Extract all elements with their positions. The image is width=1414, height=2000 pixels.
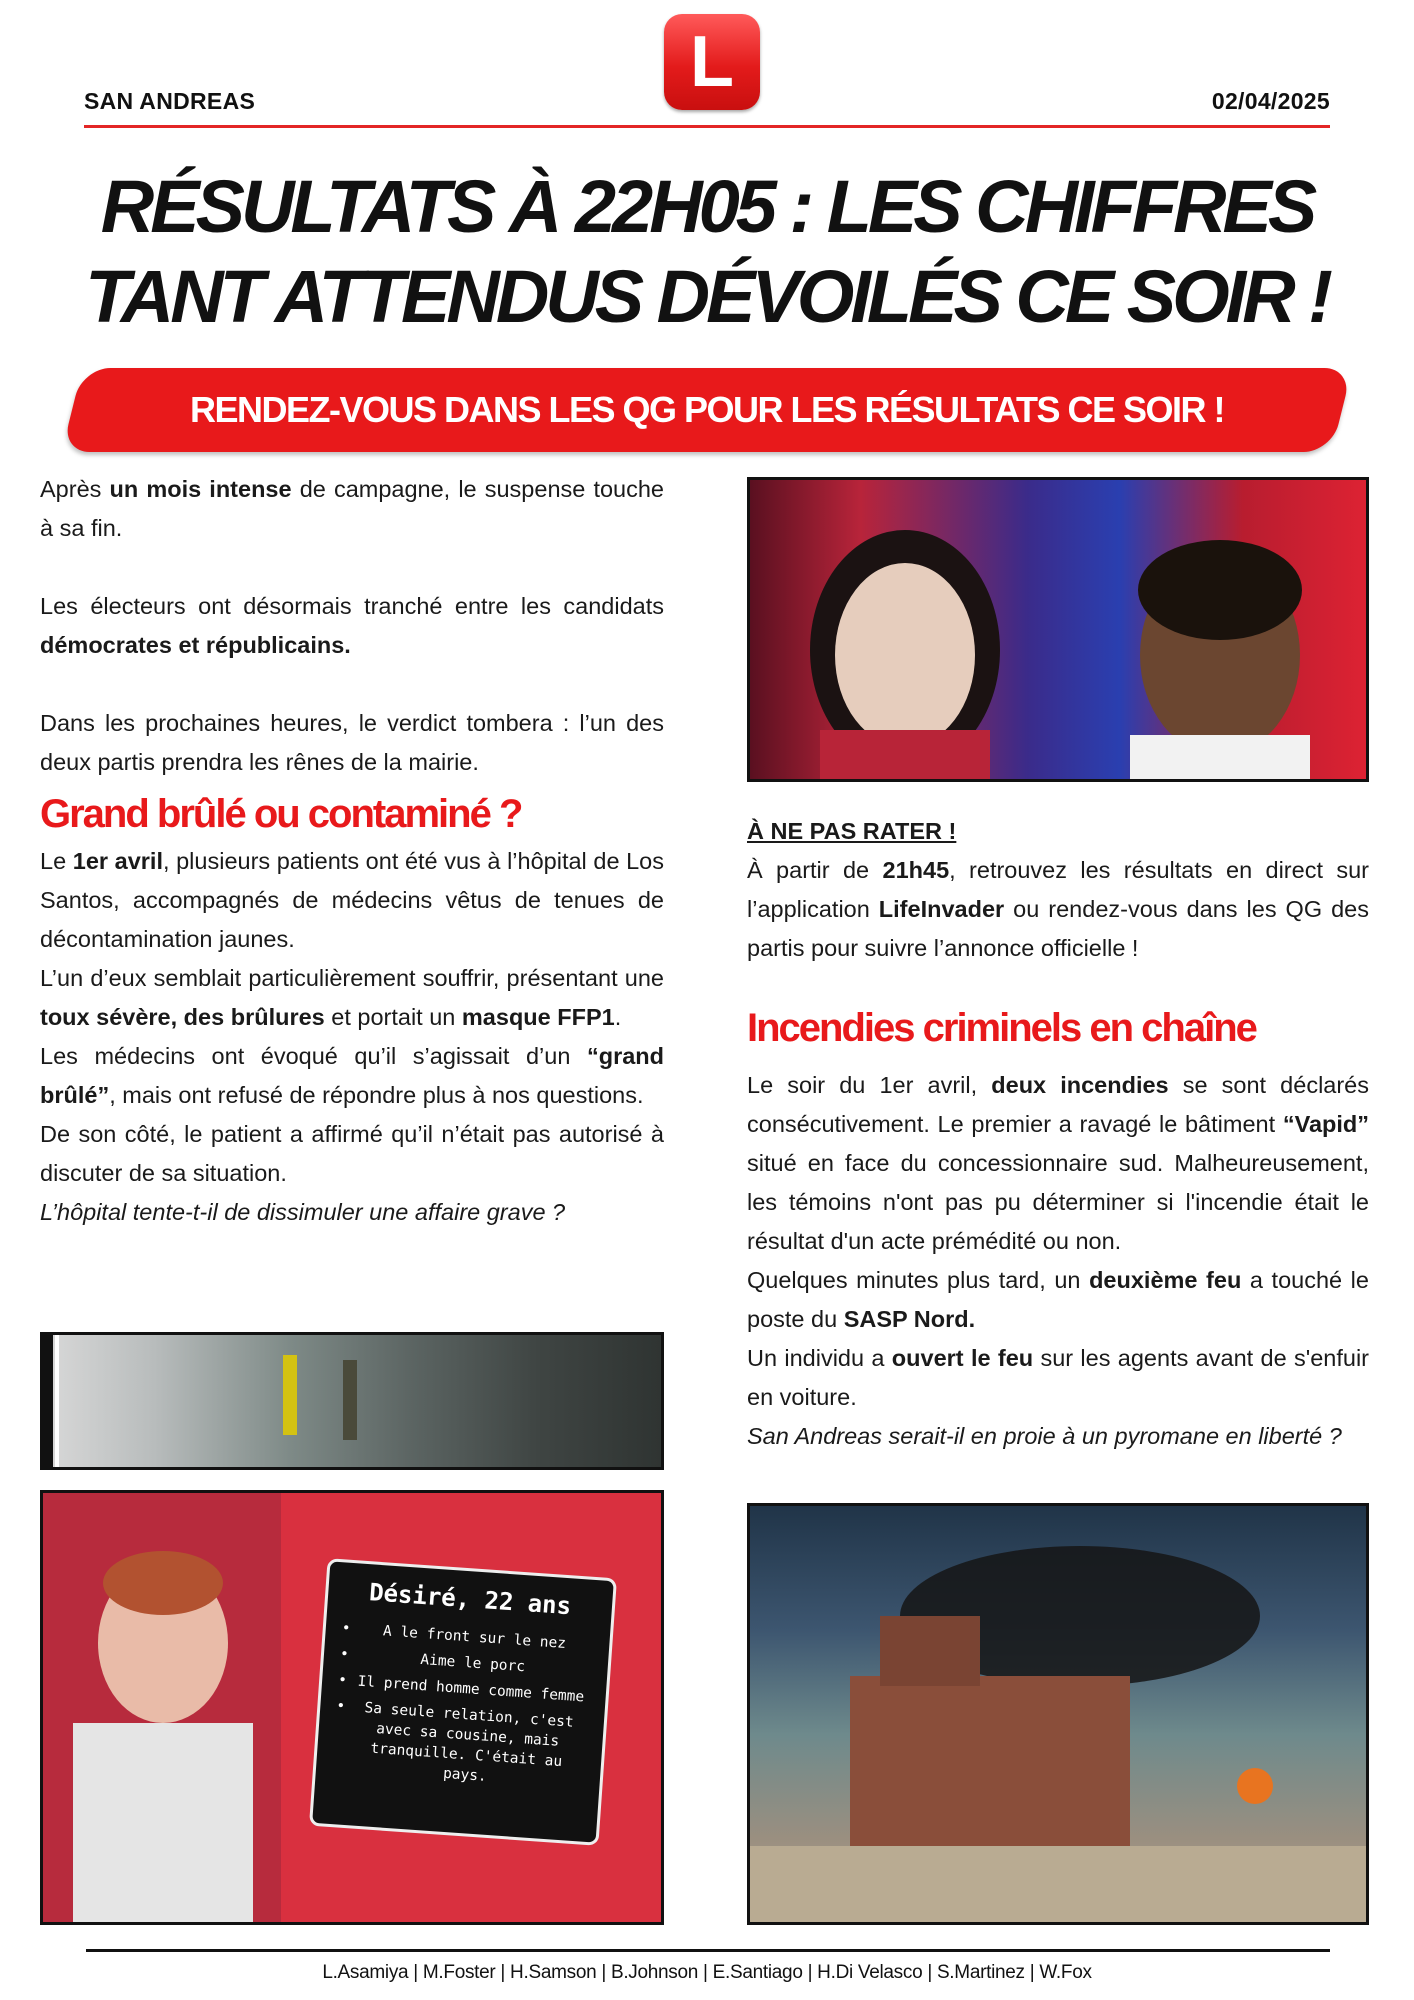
hospital-photo bbox=[40, 1332, 664, 1470]
headline bbox=[40, 162, 1374, 342]
fire-station-photo bbox=[747, 1503, 1369, 1925]
patient-photo bbox=[40, 1490, 664, 1925]
hospital-illustration bbox=[43, 1335, 661, 1467]
section1-paragraph-3: Les médecins ont évoqué qu’il s’agissait d’un “grand brûlé”, mais ont refusé de répondre plus à nos questions. bbox=[40, 1043, 664, 1108]
profile-card-title: Désiré, 22 ans bbox=[368, 1578, 573, 1621]
lifeinvader-logo bbox=[664, 14, 760, 110]
intro-paragraph-3: Dans les prochaines heures, le verdict tombera : l’un des deux partis prendra les rênes de la mairie. bbox=[40, 710, 664, 775]
logo-letter: L bbox=[690, 22, 734, 102]
section2-paragraph-3: Un individu a ouvert le feu sur les agents avant de s'enfuir en voiture. bbox=[747, 1345, 1369, 1410]
authors-credits: L.Asamiya | M.Foster | H.Samson | B.Johnson | E.Santiago | H.Di Velasco | S.Martinez | W.Fox bbox=[322, 1962, 1092, 1983]
footer-divider bbox=[86, 1949, 1330, 1952]
intro-paragraph-1: Après un mois intense de campagne, le suspense touche à sa fin. bbox=[40, 476, 665, 541]
notice-title: À NE PAS RATER ! bbox=[747, 818, 957, 844]
left-column bbox=[40, 470, 664, 1232]
section2-question: San Andreas serait-il en proie à un pyromane en liberté ? bbox=[747, 1423, 1342, 1449]
section1-paragraph-1: Le 1er avril, plusieurs patients ont été vus à l’hôpital de Los Santos, accompagnés de médecins vêtus de tenues de décontamination jaunes. bbox=[40, 848, 665, 952]
section-title-incendies: Incendies criminels en chaîne bbox=[747, 1006, 1256, 1050]
region-label: SAN ANDREAS bbox=[84, 88, 256, 114]
section2-paragraph-1: Le soir du 1er avril, deux incendies se sont déclarés consécutivement. Le premier a ravagé le bâtiment “Vapid” situé en face du concessionnaire sud. Malheureusement, les témoins n'ont pas pu déterminer si l'incendie était le résultat d'un acte prémédité ou non. bbox=[747, 1072, 1370, 1254]
headline-line-1: RÉSULTATS À 22H05 : LES CHIFFRES bbox=[100, 165, 1314, 248]
profile-card bbox=[309, 1558, 617, 1846]
issue-date: 02/04/2025 bbox=[1211, 88, 1330, 114]
candidates-photo bbox=[747, 477, 1369, 782]
right-column bbox=[747, 812, 1369, 1456]
profile-card-item: • Aime le porc bbox=[339, 1644, 592, 1682]
section1-paragraph-2: L’un d’eux semblait particulièrement souffrir, présentant une toux sévère, des brûlures et portait un masque FFP1. bbox=[40, 965, 664, 1030]
fire-illustration bbox=[750, 1506, 1366, 1922]
profile-card-list bbox=[332, 1618, 594, 1793]
intro-paragraph-2: Les électeurs ont désormais tranché entre les candidats démocrates et républicains. bbox=[40, 593, 664, 658]
notice-text: À partir de 21h45, retrouvez les résultats en direct sur l’application LifeInvader ou rendez-vous dans les QG des partis pour suivre l’annonce officielle ! bbox=[747, 857, 1369, 961]
section-title-grand-brule: Grand brûlé ou contaminé ? bbox=[40, 792, 522, 836]
banner-text: RENDEZ-VOUS DANS LES QG POUR LES RÉSULTATS CE SOIR ! bbox=[189, 389, 1225, 430]
candidates-illustration bbox=[750, 480, 1366, 779]
profile-card-item: • A le front sur le nez bbox=[341, 1618, 594, 1656]
section2-paragraph-2: Quelques minutes plus tard, un deuxième feu a touché le poste du SASP Nord. bbox=[747, 1267, 1369, 1332]
section1-paragraph-4: De son côté, le patient a affirmé qu’il n’était pas autorisé à discuter de sa situation. bbox=[40, 1121, 664, 1186]
section1-question: L’hôpital tente-t-il de dissimuler une affaire grave ? bbox=[40, 1199, 566, 1225]
headline-line-2: TANT ATTENDUS DÉVOILÉS CE SOIR ! bbox=[85, 255, 1329, 338]
profile-card-item: • Sa seule relation, c'est avec sa cousine, mais tranquille. C'était au pays. bbox=[332, 1696, 589, 1793]
profile-card-item: • Il prend homme comme femme bbox=[338, 1670, 591, 1708]
